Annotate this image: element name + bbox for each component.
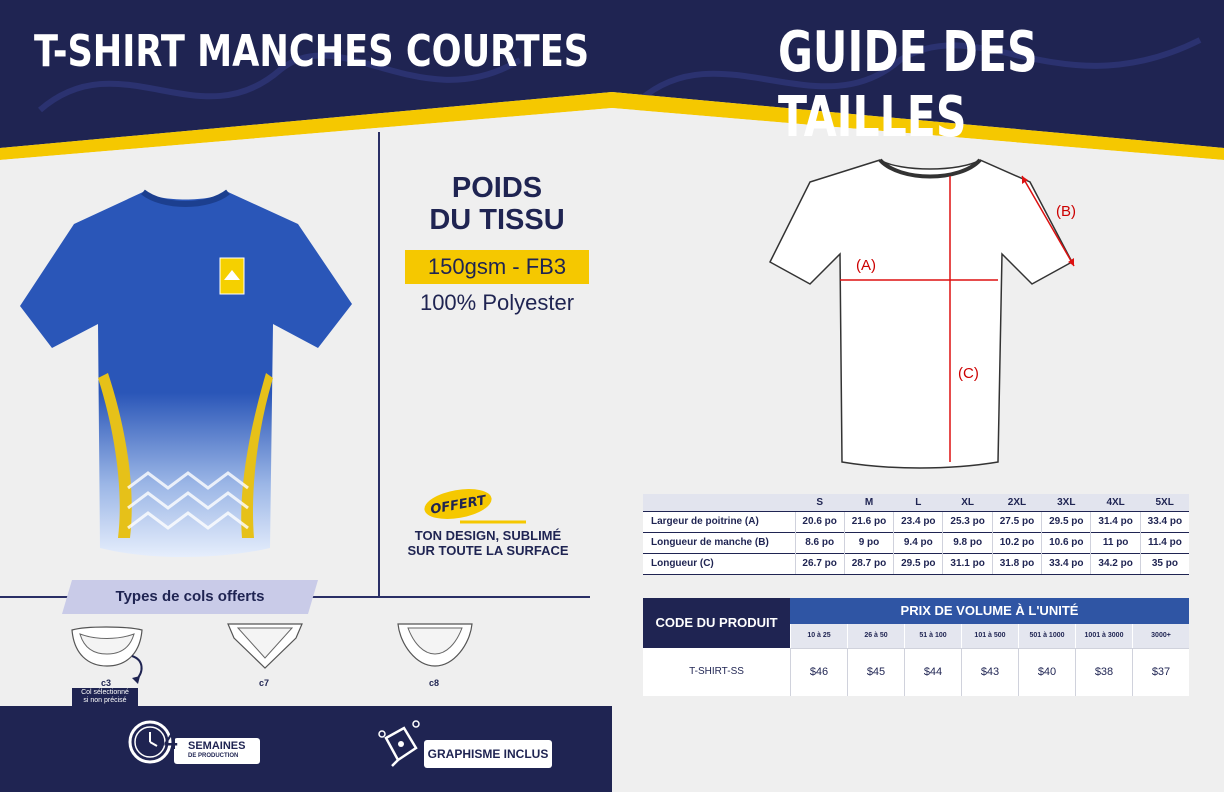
table-cell: 26.7 po xyxy=(795,553,844,574)
product-code: T-SHIRT-SS xyxy=(689,666,744,677)
table-cell: 9.4 po xyxy=(894,532,943,553)
quantity-header-row xyxy=(790,624,1189,648)
price-cell: $44 xyxy=(904,649,961,696)
offert-badge-text: OFFERT xyxy=(429,493,488,518)
price-cell: $45 xyxy=(847,649,904,696)
table-cell: 8.6 po xyxy=(795,532,844,553)
product-title: T-SHIRT MANCHES COURTES xyxy=(34,26,590,77)
fabric-weight-title xyxy=(397,172,597,236)
volume-price-table xyxy=(643,598,1189,696)
quantity-cell: 1001 à 3000 xyxy=(1075,624,1132,648)
collar-c8-label: c8 xyxy=(428,678,439,688)
table-cell: 31.1 po xyxy=(943,553,992,574)
collar-c7-label: c7 xyxy=(258,678,269,688)
size-header-l: L xyxy=(894,494,943,511)
size-header-blank xyxy=(643,494,795,511)
quantity-cell: 501 à 1000 xyxy=(1018,624,1075,648)
fabric-title-line2: DU TISSU xyxy=(429,204,565,236)
table-cell: 21.6 po xyxy=(844,511,893,532)
table-cell: 35 po xyxy=(1140,553,1189,574)
table-cell: 29.5 po xyxy=(894,553,943,574)
volume-price-header: PRIX DE VOLUME À L'UNITÉ xyxy=(790,598,1189,624)
collar-c8-icon[interactable] xyxy=(394,620,476,670)
header-banner xyxy=(0,0,1224,175)
collar-c3-label: c3 xyxy=(100,678,111,688)
size-header-s: S xyxy=(795,494,844,511)
row-label: Largeur de poitrine (A) xyxy=(643,511,795,532)
table-row xyxy=(643,532,1189,553)
size-header-row xyxy=(643,494,1189,511)
table-cell: 33.4 po xyxy=(1042,553,1091,574)
price-cell: $40 xyxy=(1018,649,1075,696)
fabric-weight-badge: 150gsm - FB3 xyxy=(405,250,589,284)
size-header-2xl: 2XL xyxy=(992,494,1041,511)
table-cell: 20.6 po xyxy=(795,511,844,532)
production-weeks-label: SEMAINES xyxy=(188,740,246,752)
table-cell: 11.4 po xyxy=(1140,532,1189,553)
size-header-xl: XL xyxy=(943,494,992,511)
quantity-cell: 10 à 25 xyxy=(790,624,847,648)
table-cell: 25.3 po xyxy=(943,511,992,532)
price-row xyxy=(790,648,1189,696)
quantity-cell: 101 à 500 xyxy=(961,624,1018,648)
table-cell: 9.8 po xyxy=(943,532,992,553)
table-cell: 31.8 po xyxy=(992,553,1041,574)
production-weeks-number: 4 xyxy=(164,728,178,755)
graphics-included-badge: GRAPHISME INCLUS xyxy=(424,740,552,768)
size-header-3xl: 3XL xyxy=(1042,494,1091,511)
table-cell: 34.2 po xyxy=(1091,553,1140,574)
quantity-cell: 51 à 100 xyxy=(904,624,961,648)
product-code-header: CODE DU PRODUIT xyxy=(643,598,790,648)
table-cell: 10.6 po xyxy=(1042,532,1091,553)
tshirt-measurement-diagram xyxy=(760,150,1120,480)
size-header-m: M xyxy=(844,494,893,511)
table-cell: 27.5 po xyxy=(992,511,1041,532)
price-cell: $37 xyxy=(1132,649,1189,696)
table-cell: 29.5 po xyxy=(1042,511,1091,532)
price-cell: $38 xyxy=(1075,649,1132,696)
table-cell: 10.2 po xyxy=(992,532,1041,553)
fabric-material: 100% Polyester xyxy=(419,290,575,315)
label-a: (A) xyxy=(856,257,876,274)
quantity-cell: 26 à 50 xyxy=(847,624,904,648)
fabric-title-line1: POIDS xyxy=(451,172,543,204)
offer-text-line1: TON DESIGN, SUBLIMÉ xyxy=(414,528,562,543)
table-cell: 11 po xyxy=(1091,532,1140,553)
production-time-badge xyxy=(164,728,260,764)
table-cell: 9 po xyxy=(844,532,893,553)
offer-text-line2: SUR TOUTE LA SURFACE xyxy=(407,543,569,558)
size-header-4xl: 4XL xyxy=(1091,494,1140,511)
collar-c7-icon[interactable] xyxy=(224,620,306,670)
table-cell: 33.4 po xyxy=(1140,511,1189,532)
row-label: Longueur (C) xyxy=(643,553,795,574)
offert-badge xyxy=(420,484,530,530)
size-chart-table xyxy=(643,494,1189,575)
price-cell: $46 xyxy=(790,649,847,696)
default-collar-note-line1: Col sélectionné xyxy=(81,689,129,696)
table-cell: 23.4 po xyxy=(894,511,943,532)
label-c: (C) xyxy=(958,365,979,382)
size-header-5xl: 5XL xyxy=(1140,494,1189,511)
default-collar-note xyxy=(72,688,138,706)
size-guide-title: GUIDE DES TAILLES xyxy=(778,20,1038,150)
default-collar-note-line2: si non précisé xyxy=(83,697,127,704)
collar-types-title: Types de cols offerts xyxy=(115,588,265,605)
price-cell: $43 xyxy=(961,649,1018,696)
label-b: (B) xyxy=(1056,203,1076,220)
tshirt-product-image xyxy=(18,188,354,560)
production-label: DE PRODUCTION xyxy=(188,753,239,759)
row-label: Longueur de manche (B) xyxy=(643,532,795,553)
table-row xyxy=(643,511,1189,532)
column-divider xyxy=(378,132,380,596)
table-cell: 28.7 po xyxy=(844,553,893,574)
table-row xyxy=(643,553,1189,574)
offer-description xyxy=(395,528,581,558)
pen-tool-icon xyxy=(376,718,426,768)
table-cell: 31.4 po xyxy=(1091,511,1140,532)
quantity-cell: 3000+ xyxy=(1132,624,1189,648)
